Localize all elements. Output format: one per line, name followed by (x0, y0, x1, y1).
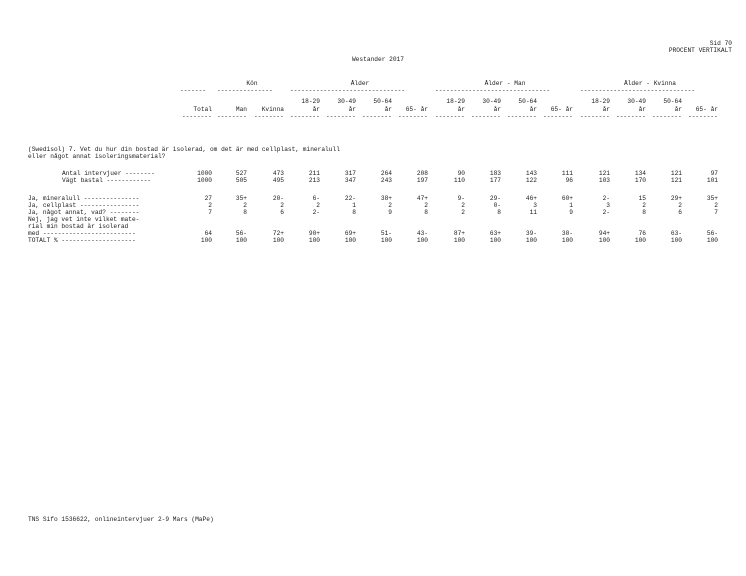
base-row-cell: 473 (272, 170, 284, 177)
table-row-cell: 2 (678, 202, 682, 209)
base-row-cell: 97 (710, 170, 718, 177)
table-row-cell: 9 (388, 209, 392, 216)
table-row-cell: 15 (638, 195, 646, 202)
table-row-cell: 8 (642, 209, 646, 216)
column-header: Man (235, 106, 247, 113)
table-row-cell: 60+ (561, 195, 573, 202)
table-row-cell: 46+ (525, 195, 537, 202)
table-row-cell: 7 (208, 209, 212, 216)
column-header-top: 50-64 (373, 98, 392, 105)
total-row-cell: 100 (416, 237, 428, 244)
table-row-cell: 2 (461, 209, 465, 216)
column-rule: -------- (362, 113, 392, 120)
table-row-cell: 2 (642, 202, 646, 209)
column-rule: -------- (326, 113, 356, 120)
table-row-cell: 76 (638, 230, 646, 237)
group-kon: Kön (246, 80, 258, 87)
base-row-label: Vägt bastal ------------ (62, 177, 152, 184)
table-row-label: Ja, något annat, vad? -------- (28, 209, 140, 216)
column-header: år (493, 106, 501, 113)
table-row-cell: 43- (416, 230, 428, 237)
table-row-cell: 0- (493, 202, 501, 209)
group-alder: Ålder (350, 80, 370, 87)
table-row-cell: 2 (388, 202, 392, 209)
table-row-cell: 90+ (308, 230, 320, 237)
table-row-cell: 6 (280, 209, 284, 216)
total-row-cell: 100 (235, 237, 247, 244)
base-row-cell: 110 (453, 177, 465, 184)
column-header: Kvinna (261, 106, 284, 113)
column-header: år (638, 106, 646, 113)
column-rule: -------- (688, 113, 718, 120)
table-row-cell: 8 (424, 209, 428, 216)
table-row-cell: 56- (235, 230, 247, 237)
table-row-cell: 39- (525, 230, 537, 237)
table-row-cell: 3 (606, 202, 610, 209)
column-header-top: 18-29 (591, 98, 610, 105)
base-row-cell: 103 (598, 177, 610, 184)
base-row-label: Antal intervjuer -------- (62, 170, 155, 177)
group-alder-kvinna: Ålder - Kvinna (624, 80, 676, 87)
column-header-top: 50-64 (663, 98, 682, 105)
column-header: år (529, 106, 537, 113)
table-row-cell: 63+ (489, 230, 501, 237)
base-row-cell: 211 (308, 170, 320, 177)
page-number: Sid 70 (709, 40, 732, 47)
column-rule: -------- (543, 113, 573, 120)
base-row-cell: 317 (344, 170, 356, 177)
column-header: år (312, 106, 320, 113)
table-row-cell: 1 (352, 202, 356, 209)
footer-source: TNS Sifo 1536622, onlineintervjuer 2-9 Mars (MaPe) (28, 516, 214, 523)
base-row-cell: 495 (272, 177, 284, 184)
table-row-label: med ------------------------- (28, 230, 136, 237)
base-row-cell: 111 (561, 170, 573, 177)
column-header: år (457, 106, 465, 113)
table-row-cell: 35+ (706, 195, 718, 202)
table-row-cell: 20- (272, 195, 284, 202)
table-row-cell: 72+ (272, 230, 284, 237)
base-row-cell: 122 (525, 177, 537, 184)
base-row-cell: 183 (489, 170, 501, 177)
column-header-top: 30-49 (337, 98, 356, 105)
table-row-cell: 9 (569, 209, 573, 216)
table-row-cell: 2- (602, 209, 610, 216)
table-row-cell: 8 (497, 209, 501, 216)
column-rule: -------- (580, 113, 610, 120)
column-rule: -------- (182, 113, 212, 120)
base-row-cell: 121 (598, 170, 610, 177)
base-row-cell: 170 (634, 177, 646, 184)
table-row-cell: 87+ (453, 230, 465, 237)
column-header-top: 30-49 (482, 98, 501, 105)
column-rule: -------- (398, 113, 428, 120)
table-row-cell: 2 (208, 202, 212, 209)
column-rule: -------- (616, 113, 646, 120)
base-row-cell: 505 (235, 177, 247, 184)
base-row-cell: 177 (489, 177, 501, 184)
column-header: 65- år (695, 106, 718, 113)
table-row-cell: 69+ (344, 230, 356, 237)
column-header: 65- år (550, 106, 573, 113)
column-header-top: 18-29 (301, 98, 320, 105)
column-rule: -------- (507, 113, 537, 120)
table-row-cell: 2 (461, 202, 465, 209)
base-row-cell: 121 (670, 170, 682, 177)
total-row-cell: 100 (380, 237, 392, 244)
base-row-cell: 101 (706, 177, 718, 184)
table-row-cell: 27 (204, 195, 212, 202)
group-rule: --------------- (217, 87, 273, 94)
table-row-label: Ja, mineralull --------------- (28, 195, 140, 202)
base-row-cell: 96 (565, 177, 573, 184)
table-row-cell: 2 (280, 202, 284, 209)
base-row-cell: 264 (380, 170, 392, 177)
column-header: Total (193, 106, 212, 113)
base-row-cell: 527 (235, 170, 247, 177)
question-line-2: eller något annat isoleringsmaterial? (28, 153, 166, 160)
total-row-cell: 100 (453, 237, 465, 244)
total-row-cell: 100 (561, 237, 573, 244)
base-row-cell: 243 (380, 177, 392, 184)
group-rule: ------------------------------- (435, 87, 551, 94)
column-rule: -------- (652, 113, 682, 120)
table-row-cell: 64 (204, 230, 212, 237)
table-row-cell: 2 (316, 202, 320, 209)
total-row-label: TOTALT % -------------------- (28, 237, 136, 244)
column-rule: -------- (254, 113, 284, 120)
base-row-cell: 134 (634, 170, 646, 177)
question-line-1: (Swedisol) 7. Vet du hur din bostad är isolerad, om det är med cellplast, mineralull (28, 146, 340, 153)
column-header: år (348, 106, 356, 113)
base-row-cell: 90 (457, 170, 465, 177)
table-row-cell: 6 (678, 209, 682, 216)
base-row-cell: 1000 (197, 170, 212, 177)
total-row-cell: 100 (598, 237, 610, 244)
percent-mode: PROCENT VERTIKALT (668, 47, 732, 54)
table-row-cell: 51- (380, 230, 392, 237)
total-row-cell: 100 (344, 237, 356, 244)
column-header-top: 30-49 (627, 98, 646, 105)
table-row-cell: 2 (243, 202, 247, 209)
table-row-cell: 1 (569, 202, 573, 209)
table-row-cell: 3 (533, 202, 537, 209)
column-header: år (384, 106, 392, 113)
total-row-cell: 100 (670, 237, 682, 244)
group-rule: ------- (180, 87, 206, 94)
table-row-cell: 63- (670, 230, 682, 237)
table-row-cell: 8 (243, 209, 247, 216)
table-row-label: rial min bostad är isolerad (28, 223, 129, 230)
column-header: år (602, 106, 610, 113)
base-row-cell: 197 (416, 177, 428, 184)
table-row-cell: 47+ (416, 195, 428, 202)
base-row-cell: 347 (344, 177, 356, 184)
report-title: Westander 2017 (352, 56, 404, 63)
table-row-cell: 6- (312, 195, 320, 202)
total-row-cell: 100 (272, 237, 284, 244)
total-row-cell: 100 (525, 237, 537, 244)
table-row-label: Ja, cellplast ---------------- (28, 202, 140, 209)
column-header-top: 18-29 (446, 98, 465, 105)
base-row-cell: 208 (416, 170, 428, 177)
column-rule: -------- (217, 113, 247, 120)
table-row-cell: 8 (352, 209, 356, 216)
table-row-cell: 9- (457, 195, 465, 202)
total-row-cell: 100 (200, 237, 212, 244)
table-row-cell: 7 (714, 209, 718, 216)
table-row-cell: 29- (489, 195, 501, 202)
table-row-cell: 2- (312, 209, 320, 216)
table-row-cell: 22- (344, 195, 356, 202)
group-alder-man: Ålder - Man (484, 80, 526, 87)
base-row-cell: 1000 (197, 177, 212, 184)
base-row-cell: 121 (670, 177, 682, 184)
total-row-cell: 100 (308, 237, 320, 244)
group-rule: ------------------------------- (290, 87, 406, 94)
column-header-top: 50-64 (518, 98, 537, 105)
table-row-cell: 94+ (598, 230, 610, 237)
base-row-cell: 213 (308, 177, 320, 184)
column-header: 65- år (405, 106, 428, 113)
table-row-cell: 11 (529, 209, 537, 216)
table-row-cell: 35+ (235, 195, 247, 202)
table-row-cell: 2 (424, 202, 428, 209)
column-rule: -------- (471, 113, 501, 120)
column-header: år (674, 106, 682, 113)
column-rule: -------- (435, 113, 465, 120)
table-row-cell: 29+ (670, 195, 682, 202)
table-row-label: Nej, jag vet inte vilket mate- (28, 216, 140, 223)
table-row-cell: 2- (602, 195, 610, 202)
base-row-cell: 143 (525, 170, 537, 177)
table-row-cell: 2 (714, 202, 718, 209)
column-rule: -------- (290, 113, 320, 120)
total-row-cell: 100 (706, 237, 718, 244)
table-row-cell: 56- (706, 230, 718, 237)
table-row-cell: 38+ (380, 195, 392, 202)
total-row-cell: 100 (634, 237, 646, 244)
group-rule: ------------------------------- (580, 87, 696, 94)
table-row-cell: 30- (561, 230, 573, 237)
total-row-cell: 100 (489, 237, 501, 244)
